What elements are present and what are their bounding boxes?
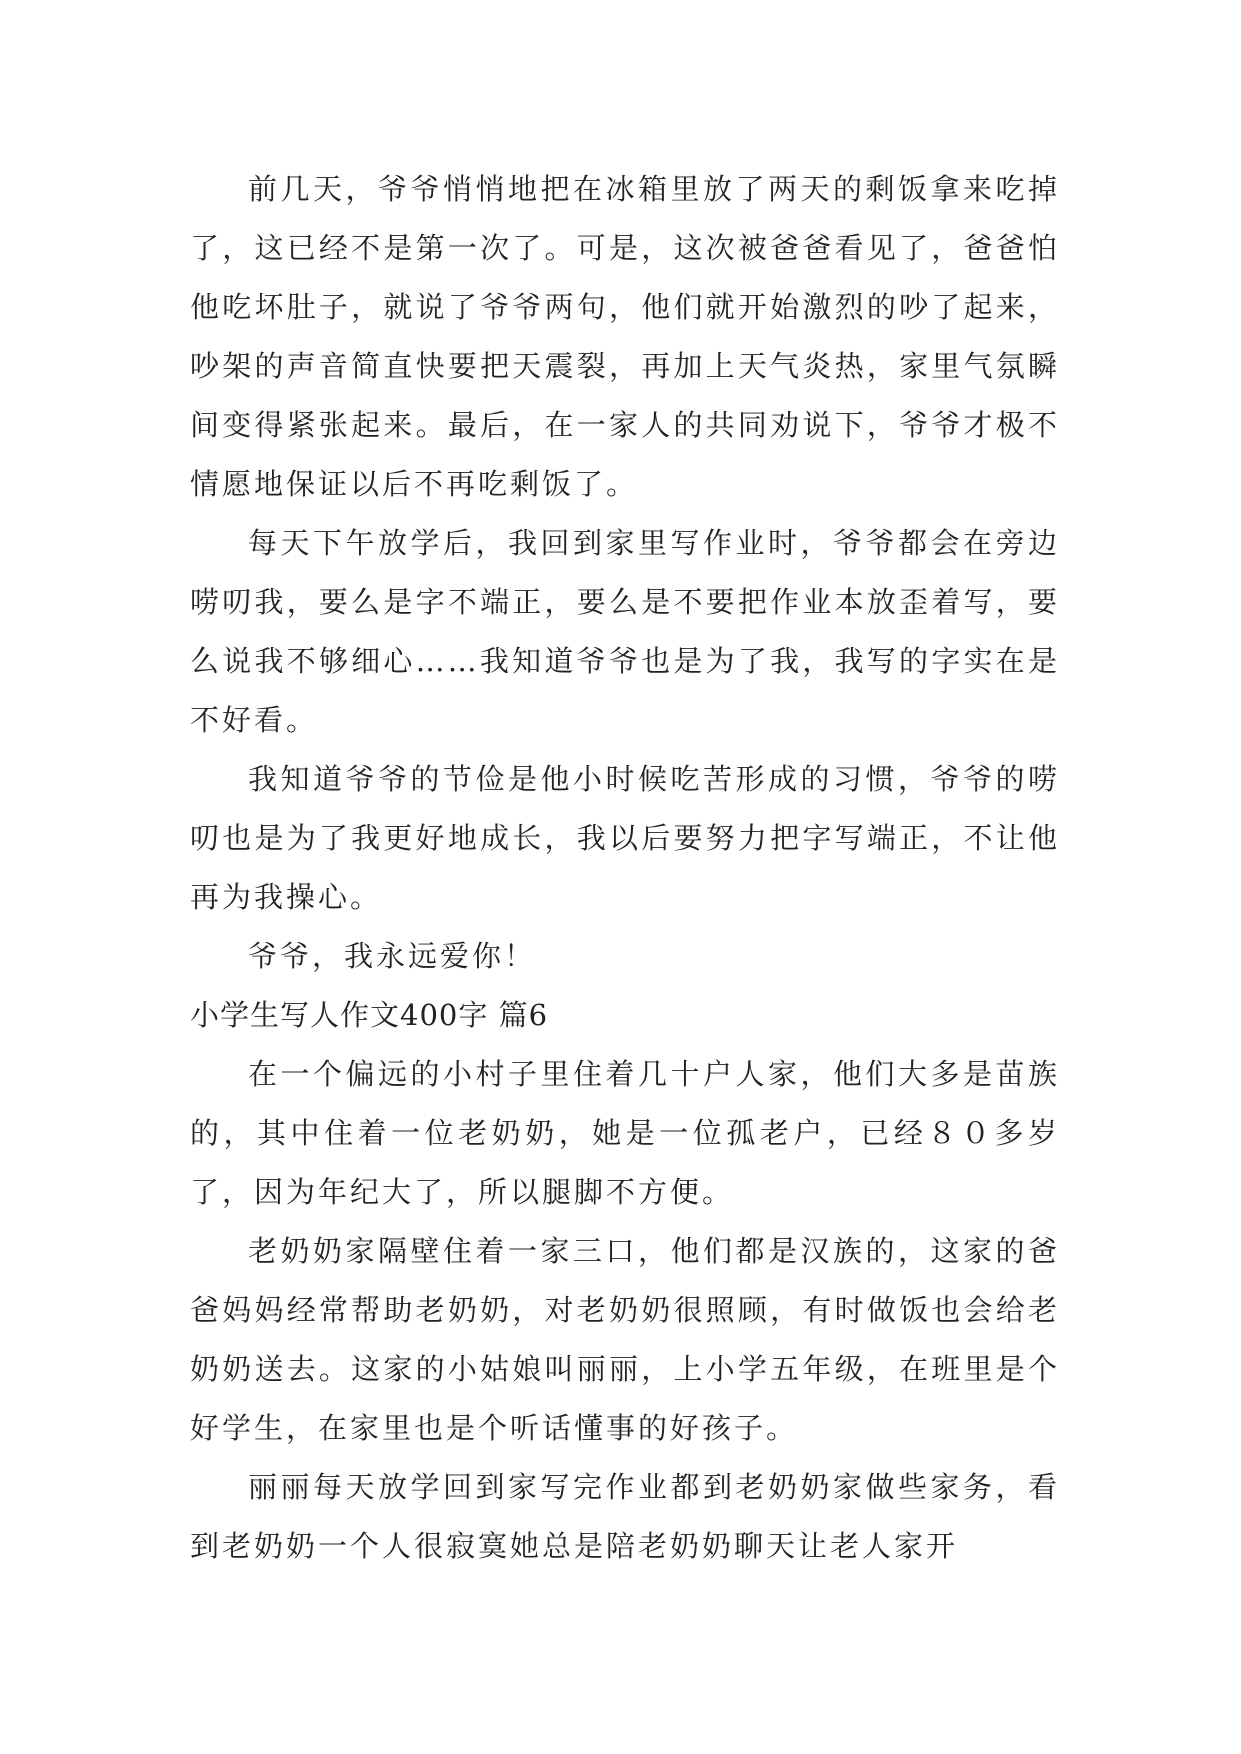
paragraph-village: 在一个偏远的小村子里住着几十户人家，他们大多是苗族的，其中住着一位老奶奶，她是一位孤老户，已经８０多岁了，因为年纪大了，所以腿脚不方便。: [190, 1057, 1060, 1209]
paragraph-leftover-rice: 前几天，爷爷悄悄地把在冰箱里放了两天的剩饭拿来吃掉了，这已经不是第一次了。可是，这次被爸爸看见了，爸爸怕他吃坏肚子，就说了爷爷两句，他们就开始激烈的吵了起来，吵架的声音简直快要把天震裂，再加上天气炎热，家里气氛瞬间变得紧张起来。最后，在一家人的共同劝说下，爷爷才极不情愿地保证以后不再吃剩饭了。: [190, 172, 1060, 501]
document-body: [190, 160, 1060, 1576]
paragraph-grandpa-habit: 我知道爷爷的节俭是他小时候吃苦形成的习惯，爷爷的唠叨也是为了我更好地成长，我以后要努力把字写端正，不让他再为我操心。: [190, 762, 1060, 914]
paragraph-love-grandpa: 爷爷，我永远爱你！: [248, 939, 537, 973]
paragraph-lili-chores: 丽丽每天放学回到家写完作业都到老奶奶家做些家务，看到老奶奶一个人很寂寞她总是陪老奶奶聊天让老人家开: [190, 1470, 1060, 1563]
section-heading: 小学生写人作文400字 篇6: [190, 998, 549, 1032]
paragraph-neighbors: 老奶奶家隔壁住着一家三口，他们都是汉族的，这家的爸爸妈妈经常帮助老奶奶，对老奶奶很照顾，有时做饭也会给老奶奶送去。这家的小姑娘叫丽丽，上小学五年级，在班里是个好学生，在家里也是个听话懂事的好孩子。: [190, 1234, 1060, 1445]
paragraph-homework-nagging: 每天下午放学后，我回到家里写作业时，爷爷都会在旁边唠叨我，要么是字不端正，要么是不要把作业本放歪着写，要么说我不够细心……我知道爷爷也是为了我，我写的字实在是不好看。: [190, 526, 1060, 737]
